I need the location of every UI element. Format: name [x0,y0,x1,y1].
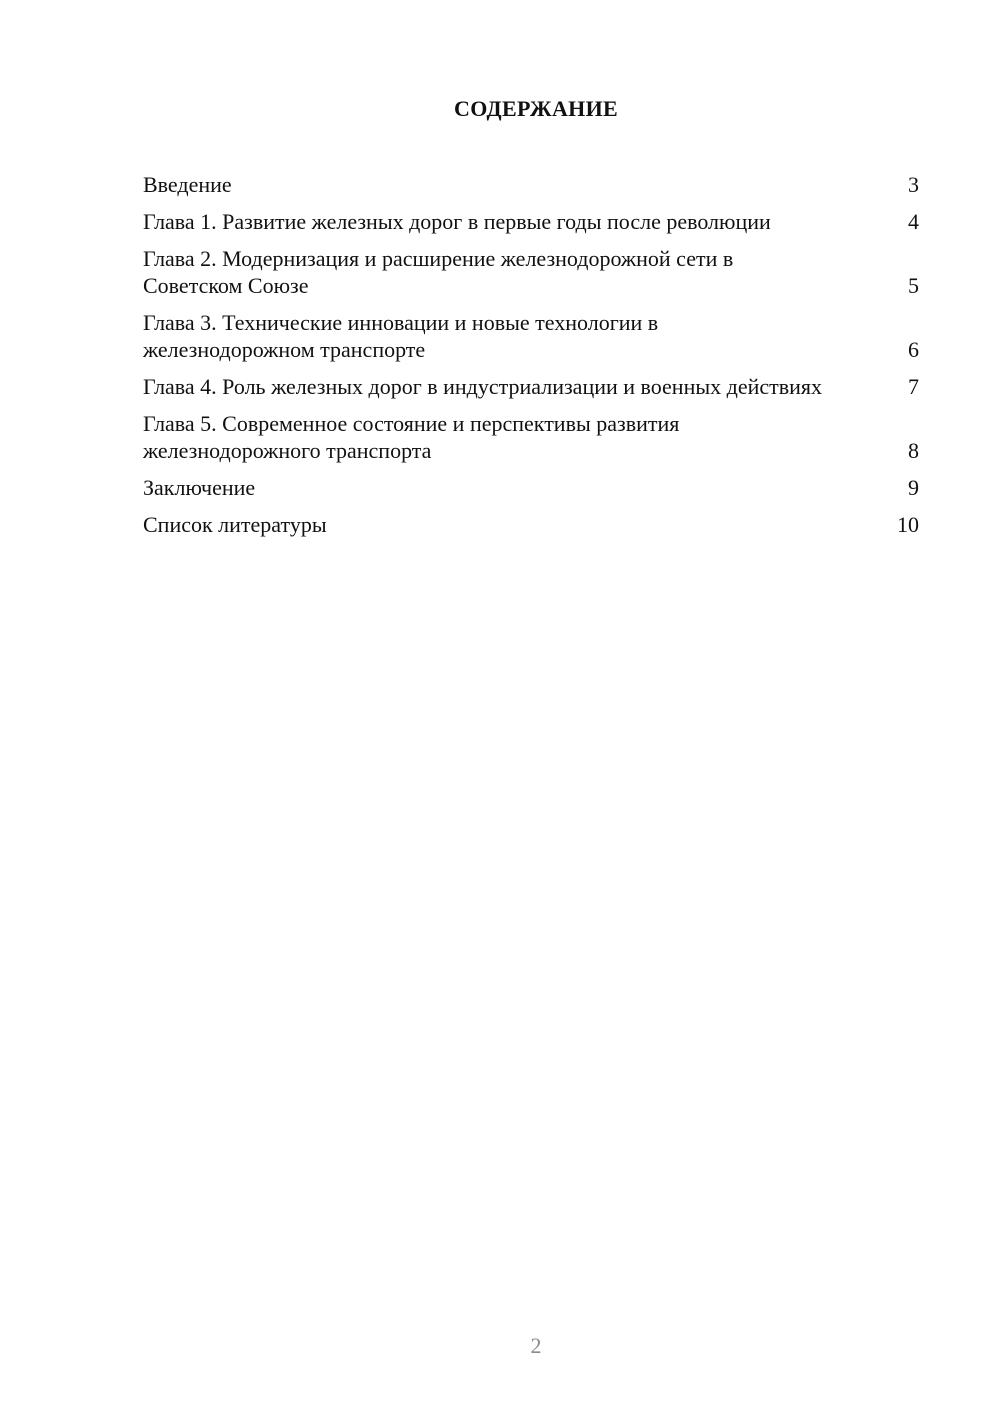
toc-title: СОДЕРЖАНИЕ [454,96,618,121]
toc-entry-text: Глава 2. Модернизация и расширение железнодорожной сети в Советском Союзе [143,246,734,298]
toc-entry-page: 10 [897,512,919,537]
toc-entry [143,208,919,235]
toc-entry-text: Заключение [143,475,256,500]
toc-entry-page: 5 [908,273,919,298]
toc-entry-text: Глава 5. Современное состояние и перспективы развития железнодорожного транспорта [143,411,680,463]
toc-entry-page: 9 [908,475,919,500]
toc-entry-text: Введение [143,172,232,197]
toc-entry [143,511,919,538]
toc-entry-text: Список литературы [143,512,327,537]
toc-entry-text: Глава 3. Технические инновации и новые технологии в железнодорожном транспорте [143,310,659,362]
toc-entry [143,171,919,198]
toc-entry [143,410,919,464]
toc-entry-page: 4 [908,209,919,234]
toc-entry [143,373,919,400]
toc-entry-page: 8 [908,438,919,463]
toc-entry-text: Глава 4. Роль железных дорог в индустриализации и военных действиях [143,374,823,399]
toc-entry [143,245,919,299]
toc-list [143,171,919,548]
toc-entry-page: 7 [908,374,919,399]
page-number: 2 [530,1333,542,1358]
toc-entry-page: 3 [908,172,919,197]
toc-entry-page: 6 [908,337,919,362]
toc-entry [143,309,919,363]
toc-entry [143,474,919,501]
toc-entry-text: Глава 1. Развитие железных дорог в первые годы после революции [143,209,771,234]
